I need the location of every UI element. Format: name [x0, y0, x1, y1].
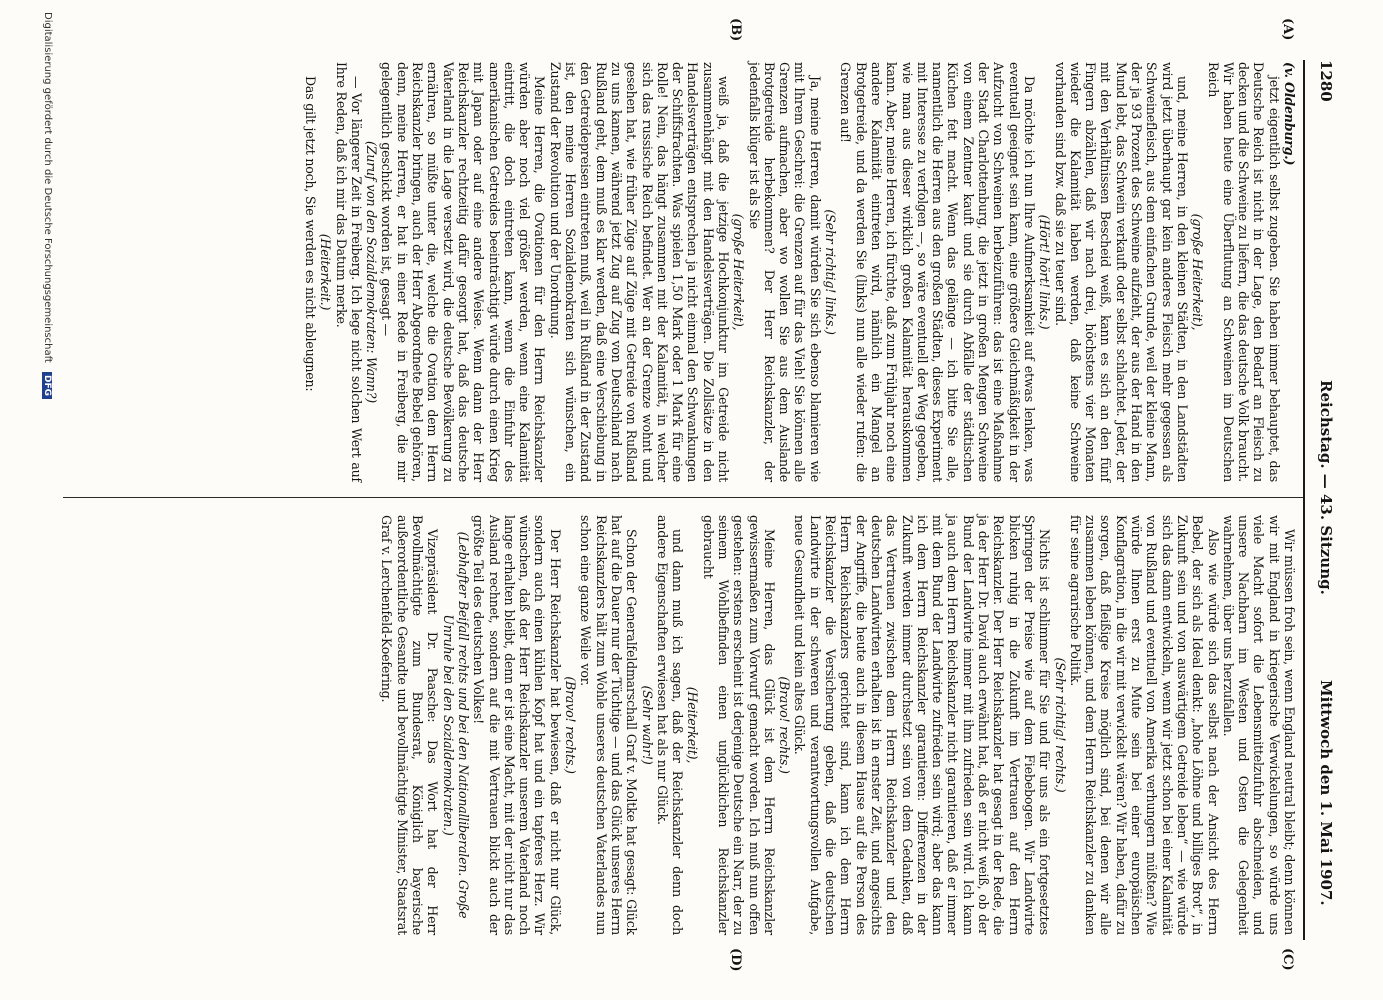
column-divider	[63, 497, 1303, 498]
page-header	[1307, 60, 1343, 940]
margin-mark-c: (C)	[1280, 948, 1295, 971]
paragraph: Nichts ist schlimmer für Sie und für uns als ein fortgesetztes Springen der Preise wie auf dem Fiebebogen. Wir Landwirte blicken ruhig in die Zukunft im Vertrauen auf den Herrn Reichskanzler. Der Herr Reichskanzler hat gesagt in der Rede, die ja der Herr Dr. David auch erwähnt hat, daß er nicht weiß, ob der Bund der Landwirte immer mit ihm zufrieden sein wird. Ich kann ja auch dem Herrn Reichskanzler nicht garantieren, daß er immer mit dem Bund der Landwirte zufrieden sein wird; aber das kann ich dem Herrn Reichskanzler garantieren: Differenzen in der Zukunft werden immer durchsetzt sein von dem Gedanken, daß das Vertrauen zwischen dem Herrn Reichskanzler und den deutschen Landwirten erhalten ist in ernster Zeit, und angesichts der Angriffe, die heute auch in diesem Hause auf die Person des Herrn Reichskanzlers gerichtet sind, kann ich dem Herrn Reichskanzler die Versicherung geben, daß die deutschen Landwirte in der schweren und verantwortungsvollen Aufgabe, neue Gesundheit und kein altes Glück.	[792, 515, 1053, 935]
interjection: (Bravo! rechts.)	[777, 676, 793, 774]
paragraph: Also wie würde sich das selbst nach der Ansicht des Herrn Bebel, der sich als Ideal denkt: „hohe Löhne und billiges Brot“, in Zukunft sein und von auswärtigem Getreide leben“ — wie würde sich das dann entwickeln, wenn wir jetzt schon bei einer Kalamität von Rußland und eventuell von Amerika verhungern müßten? Wie würde Ihnen erst zu Mute sein bei einer europäischen Konflagration, in die wir mit verwickelt wären? Wir haben, dafür zu sorgen, daß fleißige Kreise möglich sind, bei denen wir alle zusammen leben können, und dem Herrn Reichskanzler zu danken für seine agrarische Politik.	[1067, 515, 1221, 935]
interjection: (Sehr richtig! rechts.)	[1052, 657, 1068, 793]
interjection: (Heiterkeit),	[685, 686, 701, 764]
paragraph: Schon der Generalfeldmarschall Graf v. Moltke hat gesagt: Glück hat auf die Dauer nur der Tüchtige — und das Glück unseres Herrn Reichskanzlers hält zum Wohle unseres deutschen Vaterlandes nun schon eine ganze Weile vor.	[578, 515, 640, 935]
interjection: (Bravo! rechts.)	[563, 676, 579, 774]
margin-mark-d: (D)	[728, 948, 743, 972]
paragraph: Der Herr Reichskanzler hat bewiesen, daß er nicht nur Glück, sondern auch einen kühlen Kopf hat und ein tapferes Herz. Wir wünschen, daß der Herr Reichskanzler unserem Vaterland noch lange erhalten bleibt, denn er ist eine Macht, mit der nicht nur das Ausland rechnet, sondern auf die mit Vertrauen blickt auch der größte Teil des deutschen Volkes!	[471, 515, 563, 935]
paragraph: jetzt eigentlich selbst zugeben. Sie haben immer behauptet, das Deutsche Reich ist nicht in der Lage, den Bedarf an Fleisch zu decken und die Schweine zu liefern, die das deutsche Volk braucht. Wir haben heute eine Überflutung an Schweinen im Deutschen Reich	[1205, 62, 1282, 482]
dfg-logo: DFG	[42, 372, 52, 399]
page-number: 1280	[1317, 60, 1335, 102]
paragraph: — Vor längerer Zeit in Freiberg. Ich lege nicht solchen Wert auf Ihre Reden, daß ich mir das Datum merke.	[333, 62, 364, 482]
interjection: (Lebhafter Beifall rechts und bei den Nationalliberalen. Große Unruhe bei den Sozialdemokraten.)	[440, 531, 471, 919]
left-text-column	[303, 62, 1297, 482]
paragraph: Meine Herren, die Ovationen für den Herrn Reichskanzler würden aber noch viel größer werden, wenn eine Kalamität eintritt, die doch eintreten kann, wenn die Einfuhr des amerikanischen Getreides beeinträchtigt würde durch einen Krieg mit Japan oder auf eine andere Weise. Wenn dann der Herr Reichskanzler rechtzeitig dafür gesorgt hat, daß das deutsche Vaterland in die Lage versetzt wird, die deutsche Bevölkerung zu ernähren, so müßte unter die, welche die Ovation dem Herrn Reichskanzler bringen, auch der Herr Abgeordnete Bebel gehören, denn, meine Herren, er hat in einer Rede in Freiberg, die mir gelegentlich geschickt worden ist, gesagt —	[379, 62, 548, 482]
digitization-credit	[42, 12, 53, 912]
paragraph: Wir müssen froh sein, wenn England neutral bleibt; denn können wir mit England in kriegerische Verwickelungen, so würde uns viele Macht sofort die Lebensmittelzufuhr abschneiden, und unsere Nachbarn im Westen und Osten die Gelegenheit wahrnehmen, über uns herzufallen.	[1220, 515, 1297, 935]
margin-mark-b: (B)	[728, 18, 743, 42]
interjection: (große Heiterkeit),	[1190, 213, 1206, 331]
paragraph: Vizepräsident Dr. Paasche: Das Wort hat der Herr Bevollmächtigte zum Bundesrat, Königlich bayerische außerordentliche Gesandte und bevollmächtigte Minister, Staatsrat Graf v. Lerchenfeld-Koefering.	[379, 515, 441, 935]
speaker-name: (v. Oldenburg.)	[1282, 62, 1297, 166]
interjection: (Heiterkeit.)	[318, 233, 334, 311]
paragraph: und, meine Herren, in den kleinen Städten, in den Landstädten wird jetzt überhaupt gar kein anderes Fleisch mehr gegessen als Schweinefleisch, aus dem einfachen Grunde, weil der kleine Mann, der ja 93 Prozent des Schweine aufzieht, der aus der Hand in den Mund lebt, das Schwein verkauft oder selbst schlachtet. Jeder, der mit den Verhältnissen Bescheid weiß, kann es sich an den fünf Fingern abzählen, daß wir nach drei, höchstens vier Monaten wieder die Kalamität haben werden, daß keine Schweine vorhanden sind bzw. daß sie zu teuer sind.	[1052, 62, 1190, 482]
right-text-column	[379, 515, 1297, 935]
paragraph: und dann muß ich sagen, daß der Reichskanzler denn doch andere Eigenschaften erwiesen hat als nur Glück.	[654, 515, 686, 935]
session-title: Reichstag. — 43. Sitzung.	[1317, 380, 1335, 595]
credit-text: Digitalisierung gefördert durch die Deutsche Forschungsgemeinschaft	[42, 12, 53, 363]
paragraph: Das gilt jetzt noch, Sie werden es nicht ableugnen:	[303, 76, 318, 392]
paragraph: weiß ja, daß die jetzige Hochkonjunktur im Getreide nicht zusammenhängt mit den Handelsverträgen. Die Zollsätze in den Handelsverträgen entsprechen ja nicht einmal den Schwankungen der Schiffsfrachten. Was spielen 1,50 Mark oder 1 Mark für eine Rolle! Nein, das hängt zusammen mit der Kalamität, in welcher sich das russische Reich befindet. Wer an der Grenze wohnt und gesehen hat, wie früher Züge auf Züge mit Getreide von Rußland zu uns kamen, während jetzt Zug auf Zug von Deutschland nach Rußland geht, dem muß es klar werden, daß eine Verschiebung in den Getreidepreisen eintreten muß, weil in Rußland in der Zustand ist, den meine Herren Sozialdemokraten sich wünschen, ein Zustand der Revolution und der Unordnung.	[547, 62, 732, 482]
interjection: (Sehr richtig! links.)	[823, 209, 839, 335]
paragraph: Meine Herren, das Glück ist dem Herrn Reichskanzler gewissermaßen zum Vorwurf gemacht worden. Ich muß nun offen gestehen: erstens erscheint ist derjenige Deutsche ein Narr, der zu seinem Wohlbefinden einen unglücklichen Reichskanzler gebraucht	[700, 515, 777, 935]
session-date: Mittwoch den 1. Mai 1907.	[1317, 680, 1335, 906]
paragraph: Ja, meine Herren, damit würden Sie sich ebenso blamieren wie mit Ihrem Geschrei: die Grenzen auf für das Vieh! Sie können alle Grenzen aufmachen, aber wo wollen Sie aus dem Auslande Brotgetreide herbekommen? Der Herr Reichskanzler, der jedenfalls klüger ist als Sie	[746, 62, 823, 482]
paragraph: Da möchte ich nun Ihre Aufmerksamkeit auf etwas lenken, was eventuell geeignet sein kann, eine größere Gleichmäßigkeit in der Aufzucht von Schweinen herbeizuführen: das ist eine Maßnahme der Stadt Charlottenburg, die jetzt in großen Mengen Schweine von einem Zentner kauft und sie durch Abfälle der städtischen Küchen fett macht. Wenn das gelänge — ich bitte Sie alle, namentlich die Herren aus den großen Städten, dieses Experiment mit Interesse zu verfolgen —, so wäre eventuell der Weg gegeben, wie man aus dieser wirklich großen Kalamität herauskommen kann. Aber, meine Herren, ich fürchte, daß zum Frühjahr noch eine andere Kalamität eintreten wird, nämlich ein Mangel an Brotgetreide, und da werden Sie (links) nun alle wieder rufen: die Grenzen auf!	[838, 62, 1037, 482]
interjection: (große Heiterkeit),	[731, 213, 747, 331]
interjection: (Hört! hört! links.)	[1037, 214, 1053, 330]
margin-mark-a: (A)	[1280, 18, 1295, 41]
interjection: (Zuruf von den Sozialdemokraten: Wann?)	[364, 141, 380, 403]
interjection: (Sehr wahr!)	[639, 685, 655, 765]
header-rule	[1303, 60, 1305, 940]
